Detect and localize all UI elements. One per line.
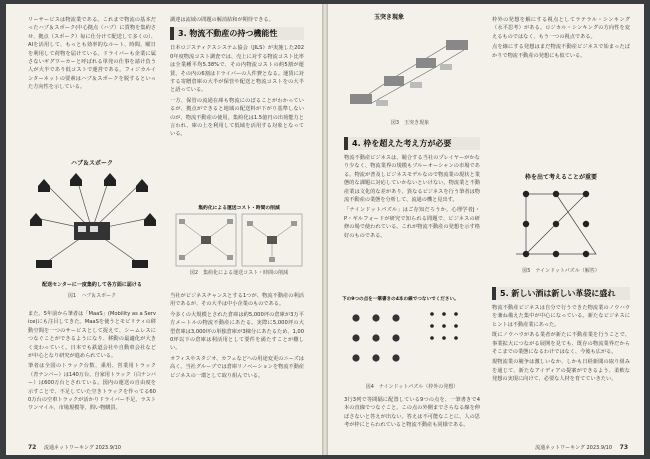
puzzle-dot <box>442 324 446 328</box>
hub-spoke-diagram <box>24 168 160 280</box>
puzzle-dot <box>553 251 559 257</box>
figure-caption: 図3 玉突き現象 <box>390 120 430 126</box>
paragraph: 日本ロジスティクスシステム協会（JILS）が実施した2020年度物流コスト調査では、売上に対する物流コスト比率は全業種平均5.38%で、その内物流コストの約5割が運賃、その内の6割はドライバーの人件費となる。運賃に対する寄贈倉庫の大半が保管や配送と物流コストをの大半と語っている。 <box>170 45 304 94</box>
paragraph: 物流不動産ビジネスは、競合する当社のプレイヤーがかなり少なく、物流業界の規模もブルーオーシャンの市場である。物流が普及しビジネスモデルなので物流業の現状と業態的な課題に対応していかないといけない。物流業と不動産業は文化的な差があり、異なるビジネスを行う筆者は物流不動産の業態を分析して、流通の機と見出す。 <box>344 155 480 204</box>
puzzle-dot <box>372 334 379 341</box>
paragraph: 点を線にする発想はまだ物流不動産ビジネスで始まったばかりで物流不動産の発想にも似ている。 <box>492 44 630 59</box>
puzzle-dot <box>392 354 399 361</box>
puzzle-dot <box>553 191 559 197</box>
puzzle-dot <box>352 334 359 341</box>
section-heading-3: 3. 物流不動産の持つ機能性 <box>170 27 304 40</box>
puzzle-dot <box>583 191 589 197</box>
puzzle-dot <box>523 221 529 227</box>
left-column-1 <box>28 16 156 94</box>
puzzle-dot <box>392 314 399 321</box>
figure-hub-and-spoke <box>24 152 160 302</box>
paragraph: 枠外の発想を解にする視点としてラテラル・シンキング（水平思考）がある。ロジカル・シンキングの方向性を変えるものではなく、もう一つの視点である。 <box>492 17 630 40</box>
paragraph: また、5年前から筆者は「MaaS」(Mobility as a Service)にも注目してきた。MaaSを使うとモビリティの移動空間を一つのサービスとして捉えて、シームレスにつなぐことができるようになり、移動の最適化が大きく変わっていく。日本でも鉄道会社や自動車会社などが中心となり研究が進められている。 <box>28 311 156 360</box>
figure-label: 配送センターに一度集約して各方面に届ける <box>42 282 142 288</box>
puzzle-dot <box>454 336 458 340</box>
section-heading-5: 5. 新しい酒は新しい革袋に盛れ <box>492 287 630 300</box>
paragraph: 一方、保管の流通在庫も物流にのぼることがわかっているが、拠点ができると地域の配送料が下がり基準しないのが、物流不動産の使用。集約化は1.5億円の出荷能力と言われ、庫の上を利用して低域を活用する対象となっている。 <box>170 97 304 138</box>
paragraph: リーサービスは物流業である。これまで物流の基本だったハブ＆スポーク(中心拠点（ハブ）に貨物を集約させ、拠点（スポーク）毎に仕分けて配送して多くの）、AIを活用して、もっとも効率的なルート、時間、曜日を利用して荷物を届けている。ドライバーも企業に属さないギグワーカーと呼ばれる単発の仕事を請け負う人が大半であり低コストで運営である。フィジカルインターネットの要素はハブ＆スポークを脱するといった方向性を示している。 <box>28 17 156 91</box>
footer-publication: 流通ネットワーキング 2023.9/10 <box>535 445 613 451</box>
right-column-1-lower <box>344 396 480 432</box>
right-column-2-lower <box>492 284 630 386</box>
puzzle-dot <box>442 336 446 340</box>
puzzle-dot <box>430 336 434 340</box>
puzzle-dot <box>372 314 379 321</box>
footer-publication: 流通ネットワーキング 2023.9/10 <box>43 445 121 451</box>
nine-dot-solution-diagram <box>492 182 630 266</box>
page-footer-right <box>535 444 628 451</box>
paragraph: オフィスやスタジオ、カフェなどへの用途変更のニーズは高く、当社グループでは倉庫リノベーションを物流不動産ビジネスの一環として取り組んでいる。 <box>170 355 304 379</box>
figure-title: 玉突き現象 <box>374 14 405 21</box>
puzzle-dot <box>430 324 434 328</box>
figure-caption: 図2 集約化による運送コスト・時間の削減 <box>189 270 289 276</box>
paragraph: 既にノウハウがある業者が新たに不動産業を行うことで、事業拡大につながる展開を見ても、既存の物流業界だからそこまでの業態になるわけではなく、今後も広がる。 <box>492 332 630 356</box>
page-footer-left <box>28 444 121 451</box>
puzzle-dot <box>392 334 399 341</box>
paragraph: 3行3列で等間隔に配置している9つの点を、一筆書きで4本の直線でつなぐこと。この点の外側までさらなる線を伸ばさないと答えが出ない。答えは不可能なことに、人の思考が枠にとらわれていると物流不動産も同様である。 <box>344 397 480 429</box>
puzzle-dot <box>454 312 458 316</box>
paragraph: 当社がビジネスチャンスとする1つが、物流不動産の利活用であるが、その大半は中小企業のものである。 <box>170 293 304 308</box>
puzzle-dot <box>442 312 446 316</box>
figure-nine-dot-solution <box>492 172 630 276</box>
left-column-1-lower <box>28 310 156 415</box>
puzzle-dot <box>523 251 529 257</box>
puzzle-dot <box>352 314 359 321</box>
puzzle-dot <box>372 354 379 361</box>
right-column-2 <box>492 16 630 62</box>
left-page <box>6 4 322 455</box>
left-column-2-lower <box>170 292 304 382</box>
puzzle-dot <box>430 312 434 316</box>
puzzle-dot <box>583 251 589 257</box>
right-column-1 <box>344 134 480 242</box>
puzzle-dot <box>454 324 458 328</box>
puzzle-dot <box>352 354 359 361</box>
figure-domino-effect <box>340 12 480 130</box>
figure-title: ハブ＆スポーク <box>70 160 113 167</box>
page-number: 73 <box>619 444 628 451</box>
paragraph: 調達は流域の問題の解消結和が期待できる。 <box>170 17 274 23</box>
paragraph: 今多くの大規模とされた倉庫は約5,000坪の倉庫が3万平方メートルの物流不動産にあたる。実際に5,000坪の大型倉庫は3,000坪の単独倉庫が3棟分にあたるため、1,000坪以下の倉庫は利活用として要件を満たすことが難しい。 <box>170 311 304 352</box>
right-page <box>328 4 644 455</box>
consolidation-diagram <box>174 212 304 268</box>
figure-caption: 図1 ハブ＆スポーク <box>67 293 117 299</box>
paragraph: 物流不動産ビジネスは自分で行うできた物流業のノウハウを兼ね備えた集中が中心になっている。新たなビジネスにヒントは不動産業にあった。 <box>492 305 630 328</box>
section-heading-4: 4. 枠を超えた考え方が必要 <box>344 137 480 150</box>
figure-consolidation <box>174 204 304 282</box>
figure-caption: 図5 ナインドットパズル（解答） <box>522 268 600 274</box>
figure-caption: 図4 ナインドットパズル（枠外の発想） <box>365 384 459 390</box>
figure-title: 集約化による運送コスト・時間の削減 <box>198 206 280 211</box>
figure-title: 枠を出て考えることが重要 <box>524 174 597 181</box>
domino-diagram <box>340 22 480 114</box>
paragraph: 現物流業の競争は激しいなか、しかも日経新聞の取り組みを通じて、新たなアイディアの提案ができるよう、柔軟な発想の実現に向けて、必要な人材を育てていきたい。 <box>492 359 630 383</box>
paragraph: 筆者は全国のトラック台数、乗用、営業用トラック（青ナンバー）は140万台、自家用トラック（白ナンバー）は600万台とされている。国内の運送の自由度を示すことで、不足していた空きトラックを作ってる600万台の空車トラックが活かりドライバー不足、ラストワンマイル、市場規模等、問い物購買、 <box>28 363 156 412</box>
puzzle-dot <box>523 191 529 197</box>
puzzle-dot <box>553 221 559 227</box>
left-column-2 <box>170 16 304 141</box>
figure-nine-dot-puzzle <box>342 296 482 396</box>
paragraph: 「ナインドットパズル」はご存知だろうか。心理学者J・P・ギルフォードが研究で知られる問題で、ビジネスの研修の場で使われている。これが物流不動産の発想を示す格好のものである。 <box>344 207 480 239</box>
puzzle-dot <box>583 221 589 227</box>
nine-dot-grid <box>342 304 482 380</box>
page-number: 72 <box>28 444 37 451</box>
figure-title: 下の9つの点を一筆書きの4本の線でつないでください。 <box>342 297 459 302</box>
